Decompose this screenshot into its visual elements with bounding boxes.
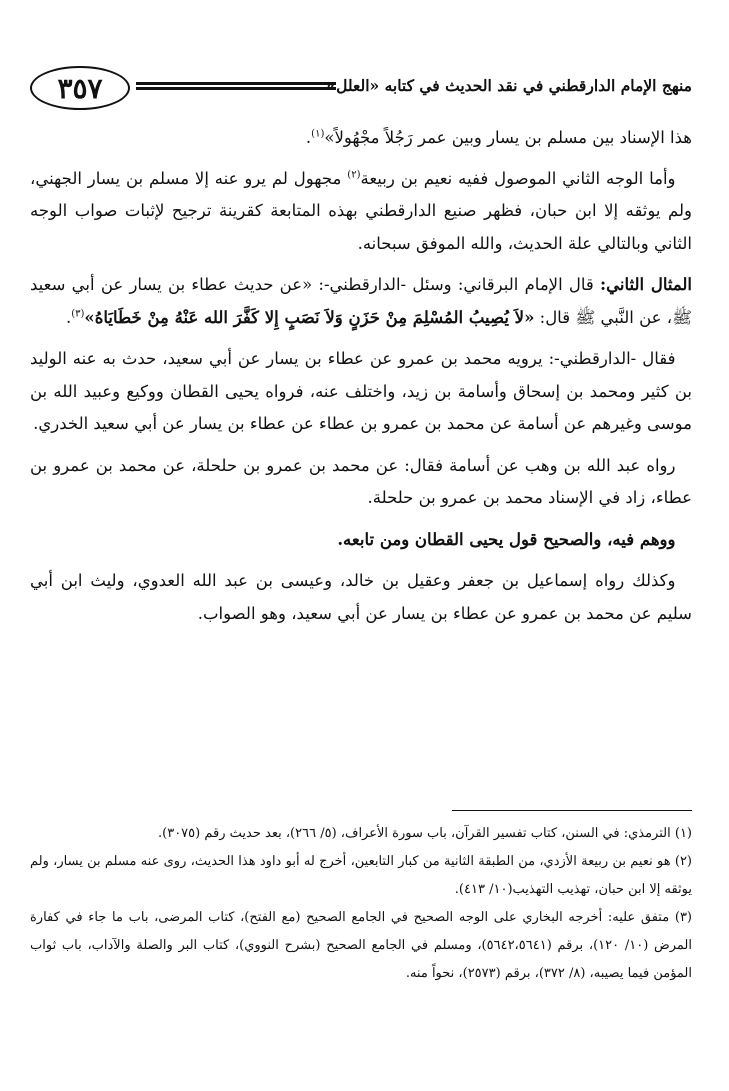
paragraph-example-2: المثال الثاني: قال الإمام البرقاني: وسئل -الدارقطني-: «عن حديث عطاء بن يسار عن أبي سعيد ﷺ، عن النَّبي ﷺ قال: «لاَ يُصِيبُ المُسْلِمَ مِنْ حَزَنٍ وَلاَ نَصَبٍ إِلا كَفَّرَ الله عَنْهُ مِنْ خَطَايَاهُ»$^{(٣)}$. bbox=[30, 275, 692, 327]
hadith-text: «لاَ يُصِيبُ المُسْلِمَ مِنْ حَزَنٍ وَلاَ نَصَبٍ إِلا كَفَّرَ الله عَنْهُ مِنْ خَطَايَاهُ» bbox=[84, 307, 535, 327]
paragraph-6: ووهم فيه، والصحيح قول يحيى القطان ومن تابعه. bbox=[337, 529, 676, 549]
footnote-ref-2[interactable]: (٢) bbox=[347, 169, 361, 180]
footnotes bbox=[30, 820, 692, 988]
header-double-rule bbox=[136, 82, 336, 90]
paragraph-4: فقال -الدارقطني-: يرويه محمد بن عمرو عن عطاء بن يسار عن أبي سعيد، حدث به عنه الوليد بن كثير ومحمد بن إسحاق وأسامة بن زيد، واختلف عنه، فرواه يحيى القطان ووكيع وعبيد الله بن موسى وغيرهم عن أسامة عن محمد بن عمرو بن عطاء عن عطاء بن يسار عن أبي سعيد الخدري. bbox=[30, 349, 692, 433]
example-heading: المثال الثاني: bbox=[600, 275, 692, 294]
book-page bbox=[30, 0, 692, 1091]
paragraph-1: هذا الإسناد بين مسلم بن يسار وبين عمر رَجُلاً مجْهُولاً»$^{(١)}$. bbox=[305, 128, 692, 147]
page-header bbox=[30, 62, 692, 112]
footnote-separator bbox=[452, 810, 692, 811]
footnote-2: (٢) هو نعيم بن ربيعة الأزدي، من الطبقة الثانية من كبار التابعين، أخرج له أبو داود هذا الحديث، روى عنه مسلم بن يسار، ولم يوثقه إلا ابن حبان، تهذيب التهذيب(١٠/ ٤١٣). bbox=[30, 854, 692, 897]
footnote-3: (٣) متفق عليه: أخرجه البخاري على الوجه الصحيح في الجامع الصحيح (مع الفتح)، كتاب المرضى، باب ما جاء في كفارة المرض (١٠/ ١٢٠)، برقم (٥٦٤٢،٥٦٤١)، ومسلم في الجامع الصحيح (بشرح النووي)، كتاب البر والصلة والآداب، باب ثواب المؤمن فيما يصيبه، (٨/ ٣٧٢)، برقم (٢٥٧٣)، نحواً منه. bbox=[30, 910, 693, 981]
paragraph-2: وأما الوجه الثاني الموصول ففيه نعيم بن ربيعة$^{(٢)}$ مجهول لم يرو عنه إلا مسلم بن يسار الجهني، ولم يوثقه إلا ابن حبان، فظهر صنيع الدارقطني بهذه المتابعة كقرينة ترجيح لإثبات صواب الوجه الثاني وبالتالي علة الحديث، والله الموفق سبحانه. bbox=[30, 168, 692, 253]
page-number: ٣٥٧ bbox=[30, 66, 130, 110]
paragraph-7: وكذلك رواه إسماعيل بن جعفر وعقيل بن خالد، وعيسى بن عبد الله العدوي، وليث ابن أبي سليم عن محمد بن عمرو عن عطاء بن يسار عن أبي سعيد، وهو الصواب. bbox=[30, 571, 692, 623]
main-text bbox=[30, 122, 692, 639]
footnote-ref-1[interactable]: (١) bbox=[311, 128, 325, 140]
running-title: منهج الإمام الدارقطني في نقد الحديث في كتابه «العلل» bbox=[326, 76, 692, 95]
footnote-1: (١) الترمذي: في السنن، كتاب تفسير القرآن، باب سورة الأعراف، (٥/ ٢٦٦)، بعد حديث رقم (٣٠٧٥). bbox=[158, 826, 692, 841]
footnote-ref-3[interactable]: (٣) bbox=[71, 308, 85, 319]
paragraph-5: رواه عبد الله بن وهب عن أسامة فقال: عن محمد بن عمرو بن حلحلة، عن محمد بن عمرو بن عطاء، زاد في الإسناد محمد بن عمرو بن حلحلة. bbox=[30, 455, 692, 507]
